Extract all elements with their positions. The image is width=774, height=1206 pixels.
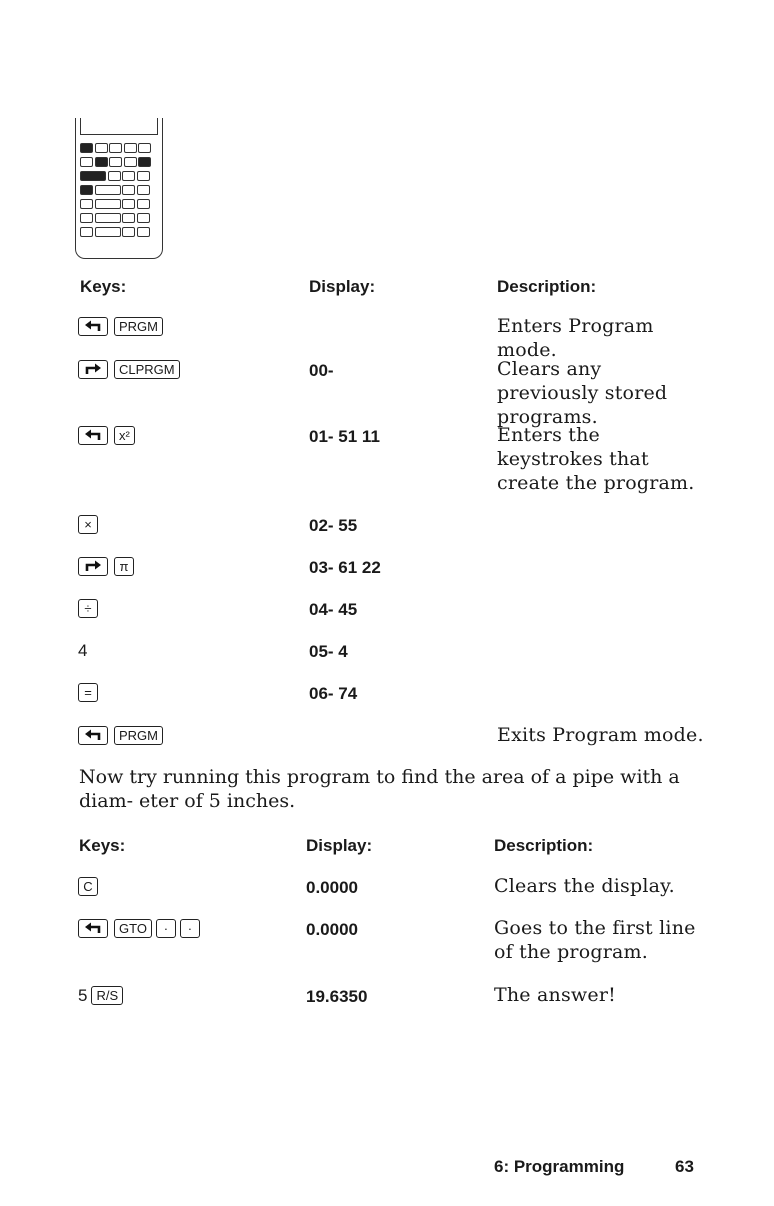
keycap: × bbox=[78, 515, 98, 534]
calculator-keyboard-illustration bbox=[75, 118, 163, 259]
table1-keys-header: Keys: bbox=[80, 277, 127, 296]
keycap: R/S bbox=[91, 986, 123, 1005]
key-sequence bbox=[78, 682, 102, 702]
display-readout: 0.0000 bbox=[306, 920, 358, 939]
step-description: Exits Program mode. bbox=[497, 724, 704, 746]
left-shift-key-icon bbox=[78, 726, 108, 745]
keycap: ÷ bbox=[78, 599, 98, 618]
keycap: CLPRGM bbox=[114, 360, 180, 379]
table2-display-header: Display: bbox=[306, 836, 373, 855]
display-readout: 05- 4 bbox=[309, 642, 348, 661]
key-sequence bbox=[78, 876, 102, 896]
page-number: 63 bbox=[675, 1157, 694, 1176]
table2-description-header: Description: bbox=[494, 836, 594, 855]
display-readout: 04- 45 bbox=[309, 600, 358, 619]
key-sequence bbox=[78, 598, 102, 618]
key-sequence bbox=[78, 725, 167, 745]
keycap: π bbox=[114, 557, 134, 576]
step-description: The answer! bbox=[494, 984, 616, 1006]
right-shift-key-icon bbox=[78, 557, 108, 576]
table1-description-header: Description: bbox=[497, 277, 597, 296]
key-sequence bbox=[78, 640, 91, 661]
display-readout: 0.0000 bbox=[306, 878, 358, 897]
right-shift-key-icon bbox=[78, 360, 108, 379]
step-description: Clears any previously stored programs. bbox=[497, 358, 668, 428]
keycap: · bbox=[180, 919, 200, 938]
keycap: = bbox=[78, 683, 98, 702]
plain-key-digit: 5 bbox=[78, 985, 88, 1005]
table2-keys-header: Keys: bbox=[79, 836, 126, 855]
display-readout: 19.6350 bbox=[306, 987, 368, 1006]
plain-key-digit: 4 bbox=[78, 640, 88, 660]
display-readout: 03- 61 22 bbox=[309, 558, 381, 577]
key-sequence bbox=[78, 316, 167, 336]
step-description: Enters the keystrokes that create the program. bbox=[497, 424, 695, 494]
key-sequence bbox=[78, 425, 139, 445]
chapter-title: 6: Programming bbox=[494, 1157, 625, 1176]
keycap: PRGM bbox=[114, 317, 163, 336]
key-sequence bbox=[78, 918, 204, 938]
keycap: PRGM bbox=[114, 726, 163, 745]
keycap: C bbox=[78, 877, 98, 896]
step-description: Goes to the first line of the program. bbox=[494, 917, 696, 963]
left-shift-key-icon bbox=[78, 317, 108, 336]
key-sequence bbox=[78, 556, 138, 576]
key-sequence bbox=[78, 514, 102, 534]
step-description: Enters Program mode. bbox=[497, 315, 654, 361]
step-description: Clears the display. bbox=[494, 875, 675, 897]
keycap: · bbox=[156, 919, 176, 938]
key-sequence bbox=[78, 985, 127, 1006]
table1-display-header: Display: bbox=[309, 277, 376, 296]
display-readout: 00- bbox=[309, 361, 334, 380]
keycap: GTO bbox=[114, 919, 152, 938]
display-readout: 06- 74 bbox=[309, 684, 358, 703]
keycap: x² bbox=[114, 426, 135, 445]
left-shift-key-icon bbox=[78, 919, 108, 938]
display-readout: 01- 51 11 bbox=[309, 427, 380, 446]
instruction-paragraph: Now try running this program to find the area of a pipe with a diam- eter of 5 inches. bbox=[79, 766, 680, 812]
key-sequence bbox=[78, 359, 184, 379]
calculator-display-outline bbox=[80, 118, 158, 135]
display-readout: 02- 55 bbox=[309, 516, 358, 535]
calculator-key-grid bbox=[80, 143, 153, 241]
left-shift-key-icon bbox=[78, 426, 108, 445]
